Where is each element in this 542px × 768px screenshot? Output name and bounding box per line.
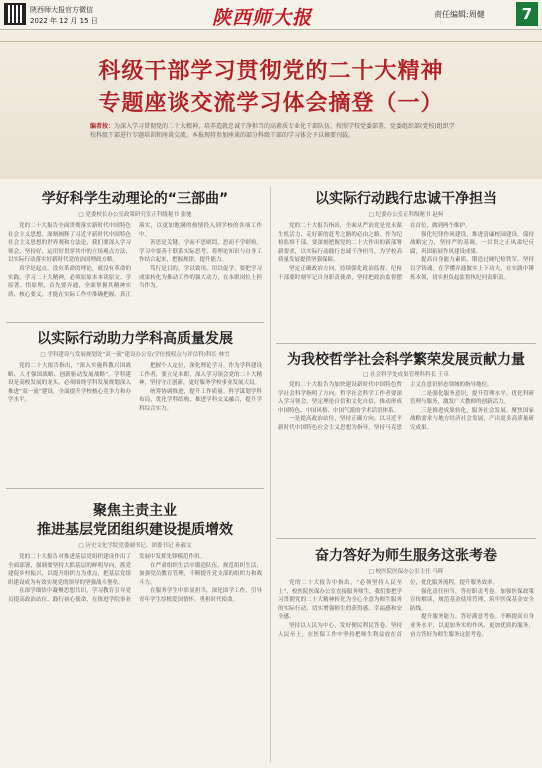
article-body — [278, 222, 534, 340]
editor-note — [90, 122, 460, 140]
article-title: 学好科学生动理论的“三部曲” — [41, 191, 229, 207]
paragraph: 强化责任担当，答好职责考卷。加强医保政策宣传解读，规范基金使用管理，筑牢医保基金安全防线。 — [410, 588, 534, 612]
article-body — [278, 579, 534, 761]
paragraph: 党的二十大报告指出，“深入实施科教兴国战略、人才强国战略、创新驱动发展战略”。学科建设是高校发展的龙头，必须围绕学科发展规划深入推进“双一流”建设，全面提升学校核心竞争力和办学水平。 — [8, 363, 131, 404]
qr-code-icon — [4, 3, 26, 25]
paragraph: 党的二十大报告中指出，“必须坚持人民至上”，校医院医保办公室直接服务师生，我们要把学习贯彻党的二十大精神转化为全心全意为师生服务的实际行动，切实增强师生的获得感、幸福感和安全感。 — [278, 580, 402, 621]
editor-note-label: 编者按： — [90, 123, 115, 130]
paragraph: 三是推进成果转化，服务社会发展。聚焦国家战略需求与地方经济社会发展，产出更多高质量研究成果。 — [410, 407, 534, 431]
paragraph: 坚定正确政治方向，持续强化政治监督。纪检干部要时刻牢记自身职责使命，坚持把政治监督摆在首位，做到两个维护。 — [278, 223, 471, 281]
article-body — [8, 553, 262, 761]
paragraph: 党的二十大报告对推进基层党组织建设作出了全面部署，强调要坚持大抓基层的鲜明导向，抓党建促乡村振兴，以提升组织力为重点，把基层党组织建设成为有效实现党的领导的坚强战斗堡垒。 — [8, 554, 131, 586]
paragraph: 在深学细悟中凝聚思想共识，学习教育引导党员提高政治站位、践行初心使命，在推进学院事业发展中发挥先锋模范作用。 — [8, 554, 206, 603]
paragraph: 把握个人定位，深化理论学习。作为学科建设工作者，要立足本职，深入学习领会党的二十大精神，坚持守正创新，更好服务学校事业发展大局。 — [139, 363, 262, 387]
article-author: □ 校医院医保办公室主任 马晖 — [368, 569, 444, 575]
paragraph: 党的二十大报告指出，全面从严治党是党永葆生机活力、走好新的赶考之路的必由之路。作为纪检监察干部，要深刻把握党的二十大作出的新部署新要求，以实际行动践行忠诚干净担当，为学校高质量发展提供坚强保障。 — [278, 223, 402, 264]
article-author: □ 纪委办公室正科级秘书 赵柯 — [368, 212, 444, 218]
article-title-line2: 推进基层党团组织建设提质增效 — [37, 522, 233, 538]
page-number-badge: 7 — [516, 2, 538, 26]
article-author: □ 历史文化学院党委副书记、团委书记 孙毅文 — [78, 543, 192, 549]
article-author: □ 社会科学处成果管理科科长 王卓 — [363, 372, 449, 378]
section-rule — [6, 322, 264, 323]
article-title: 以实际行动践行忠诚干净担当 — [315, 191, 497, 207]
paragraph: 一是提高政治站位，坚持正确方向。以习近平新时代中国特色社会主义思想为指导，坚持马克思主义在意识形态领域的指导地位。 — [278, 382, 493, 431]
paragraph: 在服务学生中彰显担当，深化团学工作，引导青年学生厚植爱国情怀，勇担时代使命。 — [139, 588, 262, 603]
article-body — [8, 362, 262, 484]
article-body — [278, 381, 534, 533]
publisher-info: 陕西师大报官方微信 — [30, 6, 93, 14]
paragraph: 统筹协调推进，提升工作质量。科学谋划学科布局，优化学科结构，推进学科交叉融合，提升学科综合实力。 — [139, 388, 262, 412]
article-author: □ 学科建设与发展规划处“双一流”建设办公室(学位授权点与评估科)科长 林雪 — [40, 352, 230, 358]
article-title: 奋力答好为师生服务这张考卷 — [315, 548, 497, 564]
section-rule — [276, 538, 536, 539]
article-body — [8, 222, 262, 318]
article-author: □ 党委校长办公室政策研究室正科级秘书 张驰 — [78, 212, 192, 218]
paragraph: 笃行是目的。学以致用，用以促学，要把学习成果转化为推动工作的强大动力，在本职岗位上担当作为。 — [139, 265, 262, 290]
responsible-editor: 责任编辑:周健 — [434, 10, 485, 19]
editor-note-text: 为深入学习贯彻党的二十大精神，培养造就忠诚干净担当的高素质专业化干部队伍，按照学校党委部署，党委组织部(党校)组织学校科级干部进行专题培训和座谈交流。本报现将参加座谈的部分科级干部的学习体会予以摘要刊载。 — [90, 123, 455, 139]
publish-date: 2022 年 12 月 15 日 — [30, 17, 98, 25]
paragraph: 善思是关键。学而不思则罔，思而不学则殆。学习中要善于联系实际思考，将理论知识与自身工作结合起来，把握规律，提升能力。 — [139, 240, 262, 264]
page-header — [0, 0, 542, 30]
paragraph: 提高自身能力素质，锻造过硬纪检铁军。坚持以学铸魂，在学懂弄通做实上下功夫，在实践中锤炼本领，切实担负起监督执纪问责职责。 — [410, 257, 534, 281]
section-rule — [6, 488, 264, 489]
paragraph: 提升服务能力，答好满意考卷。不断提高自身业务水平，以更加务实的作风、更加优质的服务，奋力答好为师生服务这张考卷。 — [410, 614, 534, 638]
paragraph: 真学是起点。没有革命的理论，就没有革命的实践。学习二十大精神，必须原原本本读原文、学原著、悟原理，首先要弄通，全面掌握其精神实质、核心要义，才能在实际工作中准确把握、真正落实，以更加饱满的热情投入到学校的各项工作中。 — [8, 223, 262, 298]
feature-title-line2: 专题座谈交流学习体会摘登（一） — [98, 91, 444, 116]
banner-rule-top — [0, 41, 542, 42]
section-rule — [276, 343, 536, 344]
paragraph: 坚持以人民为中心，发好便民利民答卷。坚持人民至上，在医保工作中坚持把师生利益放在首位，优化服务流程，提升服务效率。 — [278, 580, 499, 638]
paragraph: 在严肃组织生活中锻造队伍，规范组织生活，加强党员教育管理，不断提升党支部的组织力和战斗力。 — [139, 562, 262, 586]
paragraph: 强化纪律作风建设，推进清廉校园建设。保持战略定力，坚持严的基调，一以贯之正风肃纪反腐，巩固拓展作风建设成果。 — [410, 231, 534, 255]
article-title: 以实际行动助力学科高质量发展 — [37, 331, 233, 347]
article-title: 为我校哲学社会科学繁荣发展贡献力量 — [287, 352, 525, 368]
paragraph: 二是强化服务意识，提升管理水平。优化科研管理与服务，激发广大教师的创新活力。 — [410, 390, 534, 406]
column-divider — [270, 186, 271, 762]
paragraph: 党的二十大报告全面贯彻落实新时代中国特色社会主义思想，深刻阐释了习近平新时代中国特色社会主义思想的世界观和方法论，我们要深入学习领会，坚持好、运用好贯穿其中的立场观点方法，以实际行动落实好新时代党的治国理政方略。 — [8, 223, 131, 264]
feature-title-line1: 科级干部学习贯彻党的二十大精神 — [98, 59, 444, 84]
paragraph: 党的二十大报告为加快建设新时代中国特色哲学社会科学指明了方向。哲学社会科学工作者要深入学习领会，坚定理论自信和文化自信，推动形成中国特色、中国风格、中国气派的学术话语体系。 — [278, 382, 402, 414]
article-title-line1: 聚焦主责主业 — [93, 503, 177, 519]
newspaper-logo: 陕西师大报 — [212, 7, 313, 29]
